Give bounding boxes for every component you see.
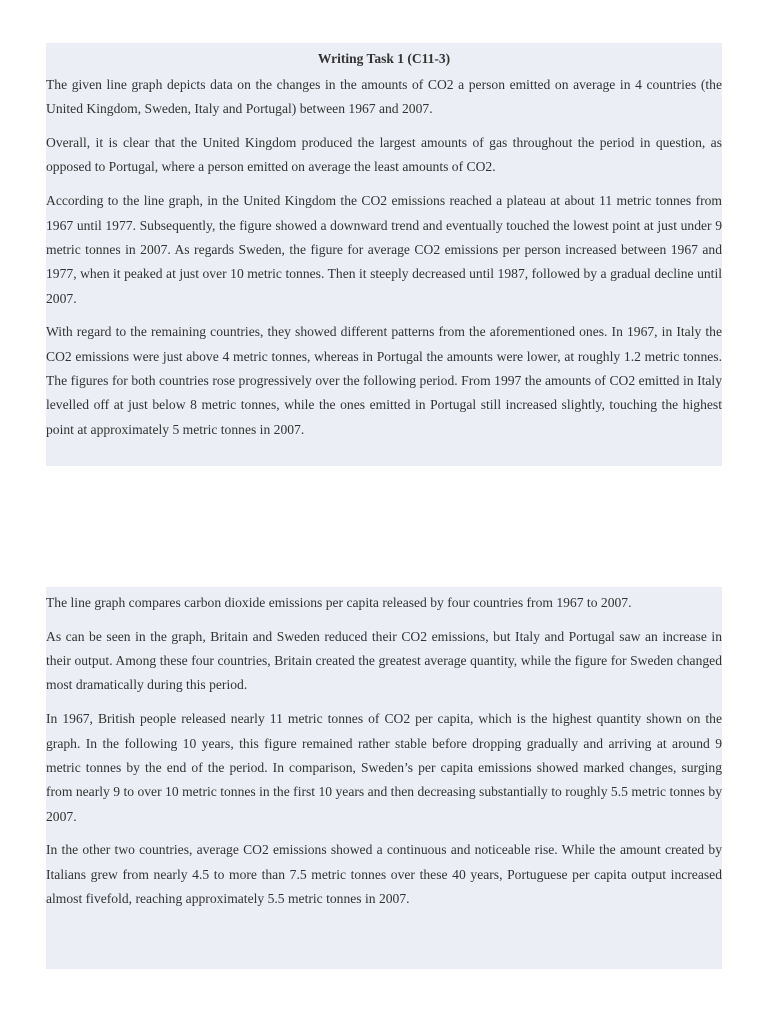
essay-panel-2 <box>46 587 722 969</box>
essay-2-paragraph-2: As can be seen in the graph, Britain and Sweden reduced their CO2 emissions, but Italy and Portugal saw an increase in their output. Among these four countries, Britain created the greatest average quantity, while the figure for Sweden changed most dramatically during this period. <box>46 628 722 693</box>
essay-2-paragraph-3: In 1967, British people released nearly 11 metric tonnes of CO2 per capita, which is the highest quantity shown on the graph. In the following 10 years, this figure remained rather stable before dropping gradually and arriving at around 9 metric tonnes by the end of the period. In comparison, Sweden’s per capita emissions showed marked changes, surging from nearly 9 to over 10 metric tonnes in the first 10 years and then decreasing substantially to roughly 5.5 metric tonnes by 2007. <box>46 711 722 824</box>
essay-1-paragraph-4: With regard to the remaining countries, they showed different patterns from the aforementioned ones. In 1967, in Italy the CO2 emissions were just above 4 metric tonnes, whereas in Portugal the amounts were lower, at roughly 1.2 metric tonnes. The figures for both countries rose progressively over the following period. From 1997 the amounts of CO2 emitted in Italy levelled off at just below 8 metric tonnes, while the ones emitted in Portugal still increased slightly, touching the highest point at approximately 5 metric tonnes in 2007. <box>46 324 722 437</box>
essay-2-paragraph-1: The line graph compares carbon dioxide emissions per capita released by four countries from 1967 to 2007. <box>46 595 632 610</box>
essay-2-paragraph-4: In the other two countries, average CO2 emissions showed a continuous and noticeable rise. While the amount created by Italians grew from nearly 4.5 to more than 7.5 metric tonnes over these 40 years, Portuguese per capita output increased almost fivefold, reaching approximately 5.5 metric tonnes in 2007. <box>46 842 722 907</box>
essay-title: Writing Task 1 (C11-3) <box>317 51 451 66</box>
essay-panel-1 <box>46 43 722 466</box>
essay-1-paragraph-2: Overall, it is clear that the United Kingdom produced the largest amounts of gas throughout the period in question, as opposed to Portugal, where a person emitted on average the least amounts of CO2. <box>46 135 722 175</box>
essay-1-paragraph-3: According to the line graph, in the United Kingdom the CO2 emissions reached a plateau at about 11 metric tonnes from 1967 until 1977. Subsequently, the figure showed a downward trend and eventually touched the lowest point at just under 9 metric tonnes in 2007. As regards Sweden, the figure for average CO2 emissions per person increased between 1967 and 1977, when it peaked at just over 10 metric tonnes. Then it steeply decreased until 1987, followed by a gradual decline until 2007. <box>46 193 722 306</box>
essay-1-paragraph-1: The given line graph depicts data on the changes in the amounts of CO2 a person emitted on average in 4 countries (the United Kingdom, Sweden, Italy and Portugal) between 1967 and 2007. <box>46 77 722 117</box>
